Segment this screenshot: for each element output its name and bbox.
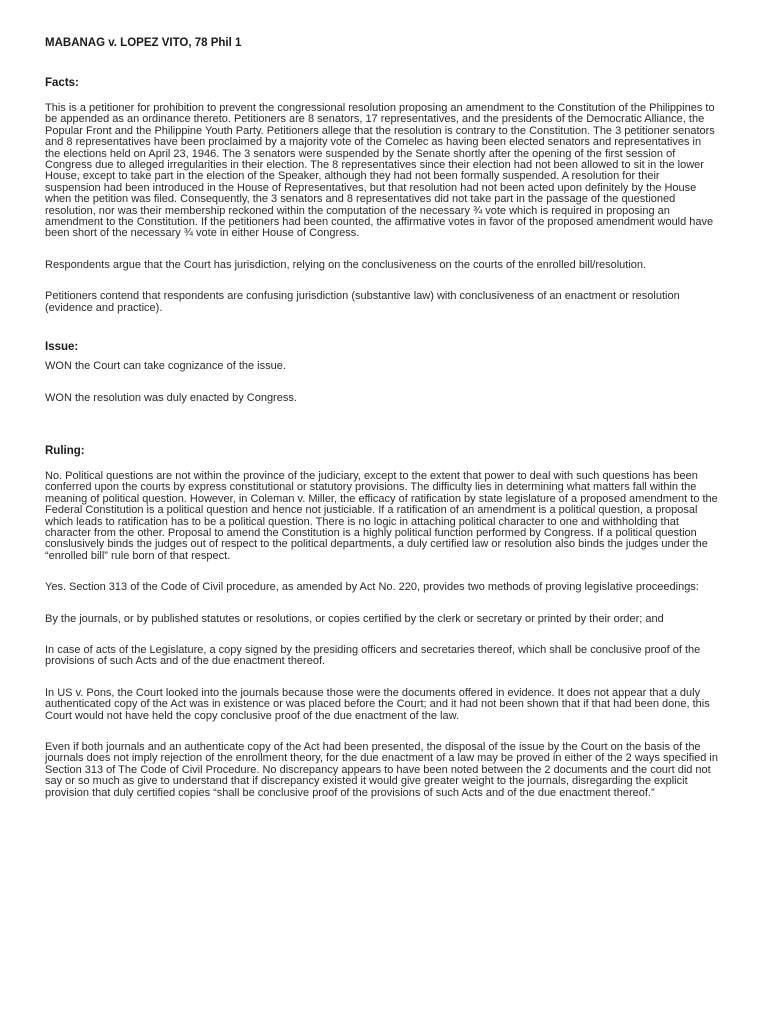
ruling-paragraph: By the journals, or by published statutes or resolutions, or copies certified by the clerk or secretary or printed by their order; and [45,612,664,625]
ruling-paragraph: No. Political questions are not within the province of the judiciary, except to the extent that power to deal with such questions has been conferred upon the courts by express constitutional or statutory provisions. The difficulty lies in determining what matters fall within the meaning of political question. However, in Coleman v. Miller, the efficacy of ratification by state legislature of a proposed amendment to the Federal Constitution is a political question and hence not justiciable. If a ratification of an amendment is a political question, a proposal which leads to ratification has to be a political question. There is no logic in attaching political character to one and withholding that character from the other. Proposal to amend the Constitution is a highly political function performed by Congress. If a political question conslusively binds the judges out of respect to the political departments, a duly certified law or resolution also binds the judges under the “enrolled bill” rule born of that respect. [45,469,718,562]
issue-heading: Issue: [45,341,79,354]
ruling-paragraph: Even if both journals and an authenticate copy of the Act had been presented, the disposal of the issue by the Court on the basis of the journals does not imply rejection of the enrollment theory, for the due enactment of a law may be proved in either of the 2 ways specified in Section 313 of The Code of Civil Procedure. No discrepancy appears to have been noted between the 2 documents and the court did not say or so much as give to understand that if discrepancy existed it would give greater weight to the journals, disregarding the explicit provision that duly certified copies “shall be conclusive proof of the provisions of such Acts and of the due enactment thereof.” [45,741,718,799]
case-title: MABANAG v. LOPEZ VITO, 78 Phil 1 [45,37,242,49]
facts-paragraph: Petitioners contend that respondents are confusing jurisdiction (substantive law) with conclusiveness of an enactment or resolution (evidence and practice). [45,290,680,314]
facts-paragraph: Respondents argue that the Court has jurisdiction, relying on the conclusiveness on the courts of the enrolled bill/resolution. [45,258,647,271]
ruling-paragraph: In case of acts of the Legislature, a copy signed by the presiding officers and secretaries thereof, which shall be conclusive proof of the provisions of such Acts and of the due enactment thereof. [45,643,701,668]
issue-paragraph: WON the resolution was duly enacted by Congress. [45,391,297,404]
facts-paragraph: This is a petitioner for prohibition to prevent the congressional resolution proposing an amendment to the Constitution of the Philippines to be appended as an ordinance thereto. Petitioners are 8 senators, 17 representatives, and the presidents of the Democratic Alliance, the Popular Front and the Philippine Youth Party. Petitioners allege that the resolution is contrary to the Constitution. The 3 petitioner senators and 8 representatives have been proclaimed by a majority vote of the Comelec as having been elected senators and representatives in the elections held on April 23, 1946. The 3 senators were suspended by the Senate shortly after the opening of the first session of Congress due to alleged irregularities in their election. The 8 representatives since their election had not been allowed to sit in the lower House, except to take part in the election of the Speaker, although they had not been formally suspended. A resolution for their suspension had been introduced in the House of Representatives, but that resolution had not been acted upon definitely by the House when the petition was filed. Consequently, the 3 senators and 8 representatives did not take part in the passage of the questioned resolution, nor was their membership reckoned within the computation of the necessary ¾ vote which is required in proposing an amendment to the Constitution. If the petitioners had been counted, the affirmative votes in favor of the proposed amendment would have been short of the necessary ¾ vote in either House of Congress. [45,102,715,240]
facts-heading: Facts: [45,77,79,89]
issue-paragraph: WON the Court can take cognizance of the issue. [45,360,286,373]
ruling-heading: Ruling: [45,444,85,457]
ruling-paragraph: Yes. Section 313 of the Code of Civil procedure, as amended by Act No. 220, provides two methods of proving legislative proceedings: [45,581,699,594]
ruling-paragraph: In US v. Pons, the Court looked into the journals because those were the documents offered in evidence. It does not appear that a duly authenticated copy of the Act was in existence or was placed before the Court; and it had not been shown that if that had been done, this Court would not have held the copy conclusive proof of the due enactment of the law. [45,686,710,722]
